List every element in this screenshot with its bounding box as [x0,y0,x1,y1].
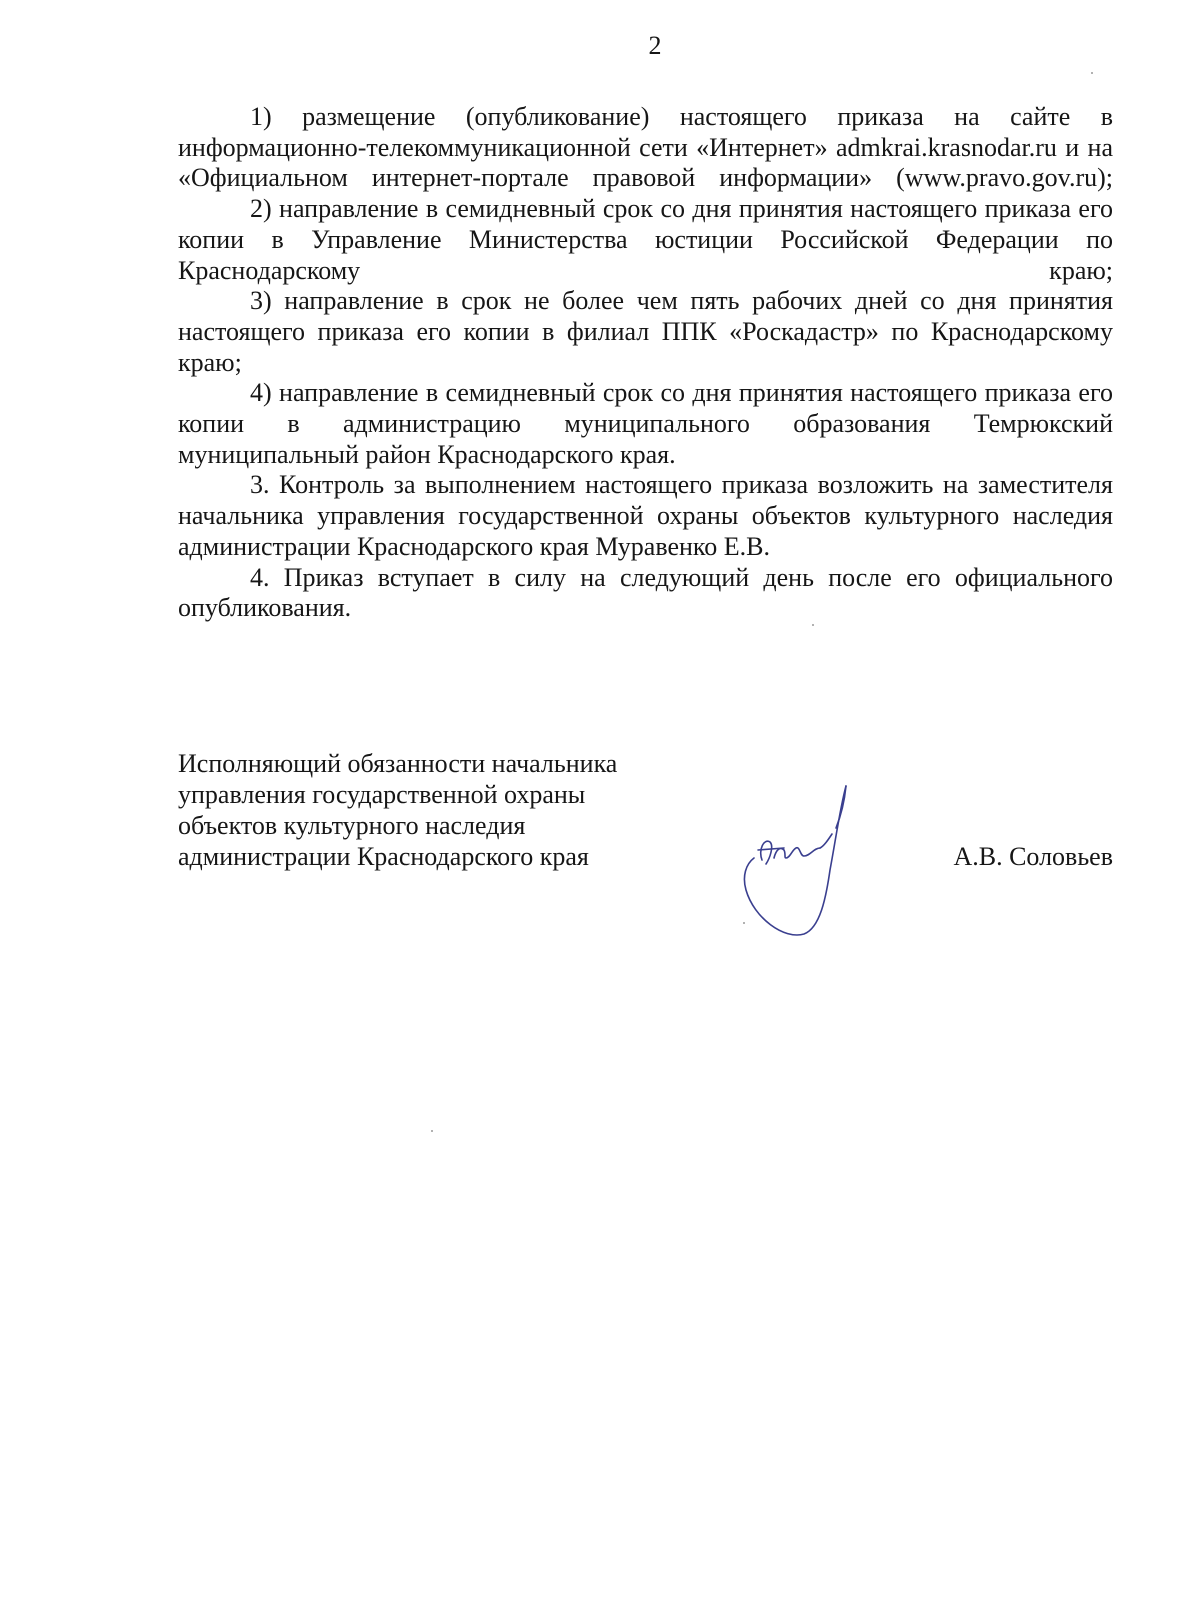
handwritten-signature [740,778,858,938]
signature-block [178,748,1113,948]
document-body [178,102,1113,624]
scan-speck [431,1130,433,1132]
scan-speck [1091,72,1093,74]
paragraph-entry-into-force: 4. Приказ вступает в силу на следующий день после его официального опубликования. [178,562,1113,623]
scan-speck [812,624,814,626]
paragraph-publication: 1) размещение (опубликование) настоящего приказа на сайте в информационно-телекоммуникационной сети «Интернет» admkrai.krasnodar.ru и на «Официальном интернет-портале правовой информации» (www.pravo.gov.ru); [178,102,1113,193]
signer-title-line: управления государственной охраны [178,780,586,809]
paragraph-roskadastr-copy: 3) направление в срок не более чем пять рабочих дней со дня принятия настоящего приказа его копии в филиал ППК «Роскадастр» по Краснодарскому краю; [178,286,1113,377]
paragraph-municipality-copy: 4) направление в семидневный срок со дня принятия настоящего приказа его копии в администрацию муниципального образования Темрюкский муниципальный район Краснодарского края. [178,378,1113,469]
paragraph-ministry-copy: 2) направление в семидневный срок со дня принятия настоящего приказа его копии в Управление Министерства юстиции Российской Федерации по Краснодарскому краю; [178,194,1113,285]
signer-title-line: Исполняющий обязанности начальника [178,749,618,778]
page-number: 2 [648,31,662,60]
scan-speck [743,922,745,924]
signer-name: А.В. Соловьев [953,842,1113,871]
signer-title-line: администрации Краснодарского края [178,842,589,871]
signer-title [178,748,698,872]
paragraph-control: 3. Контроль за выполнением настоящего приказа возложить на заместителя начальника управления государственной охраны объектов культурного наследия администрации Краснодарского края Муравенко Е.В. [178,470,1113,561]
signer-title-line: объектов культурного наследия [178,811,526,840]
